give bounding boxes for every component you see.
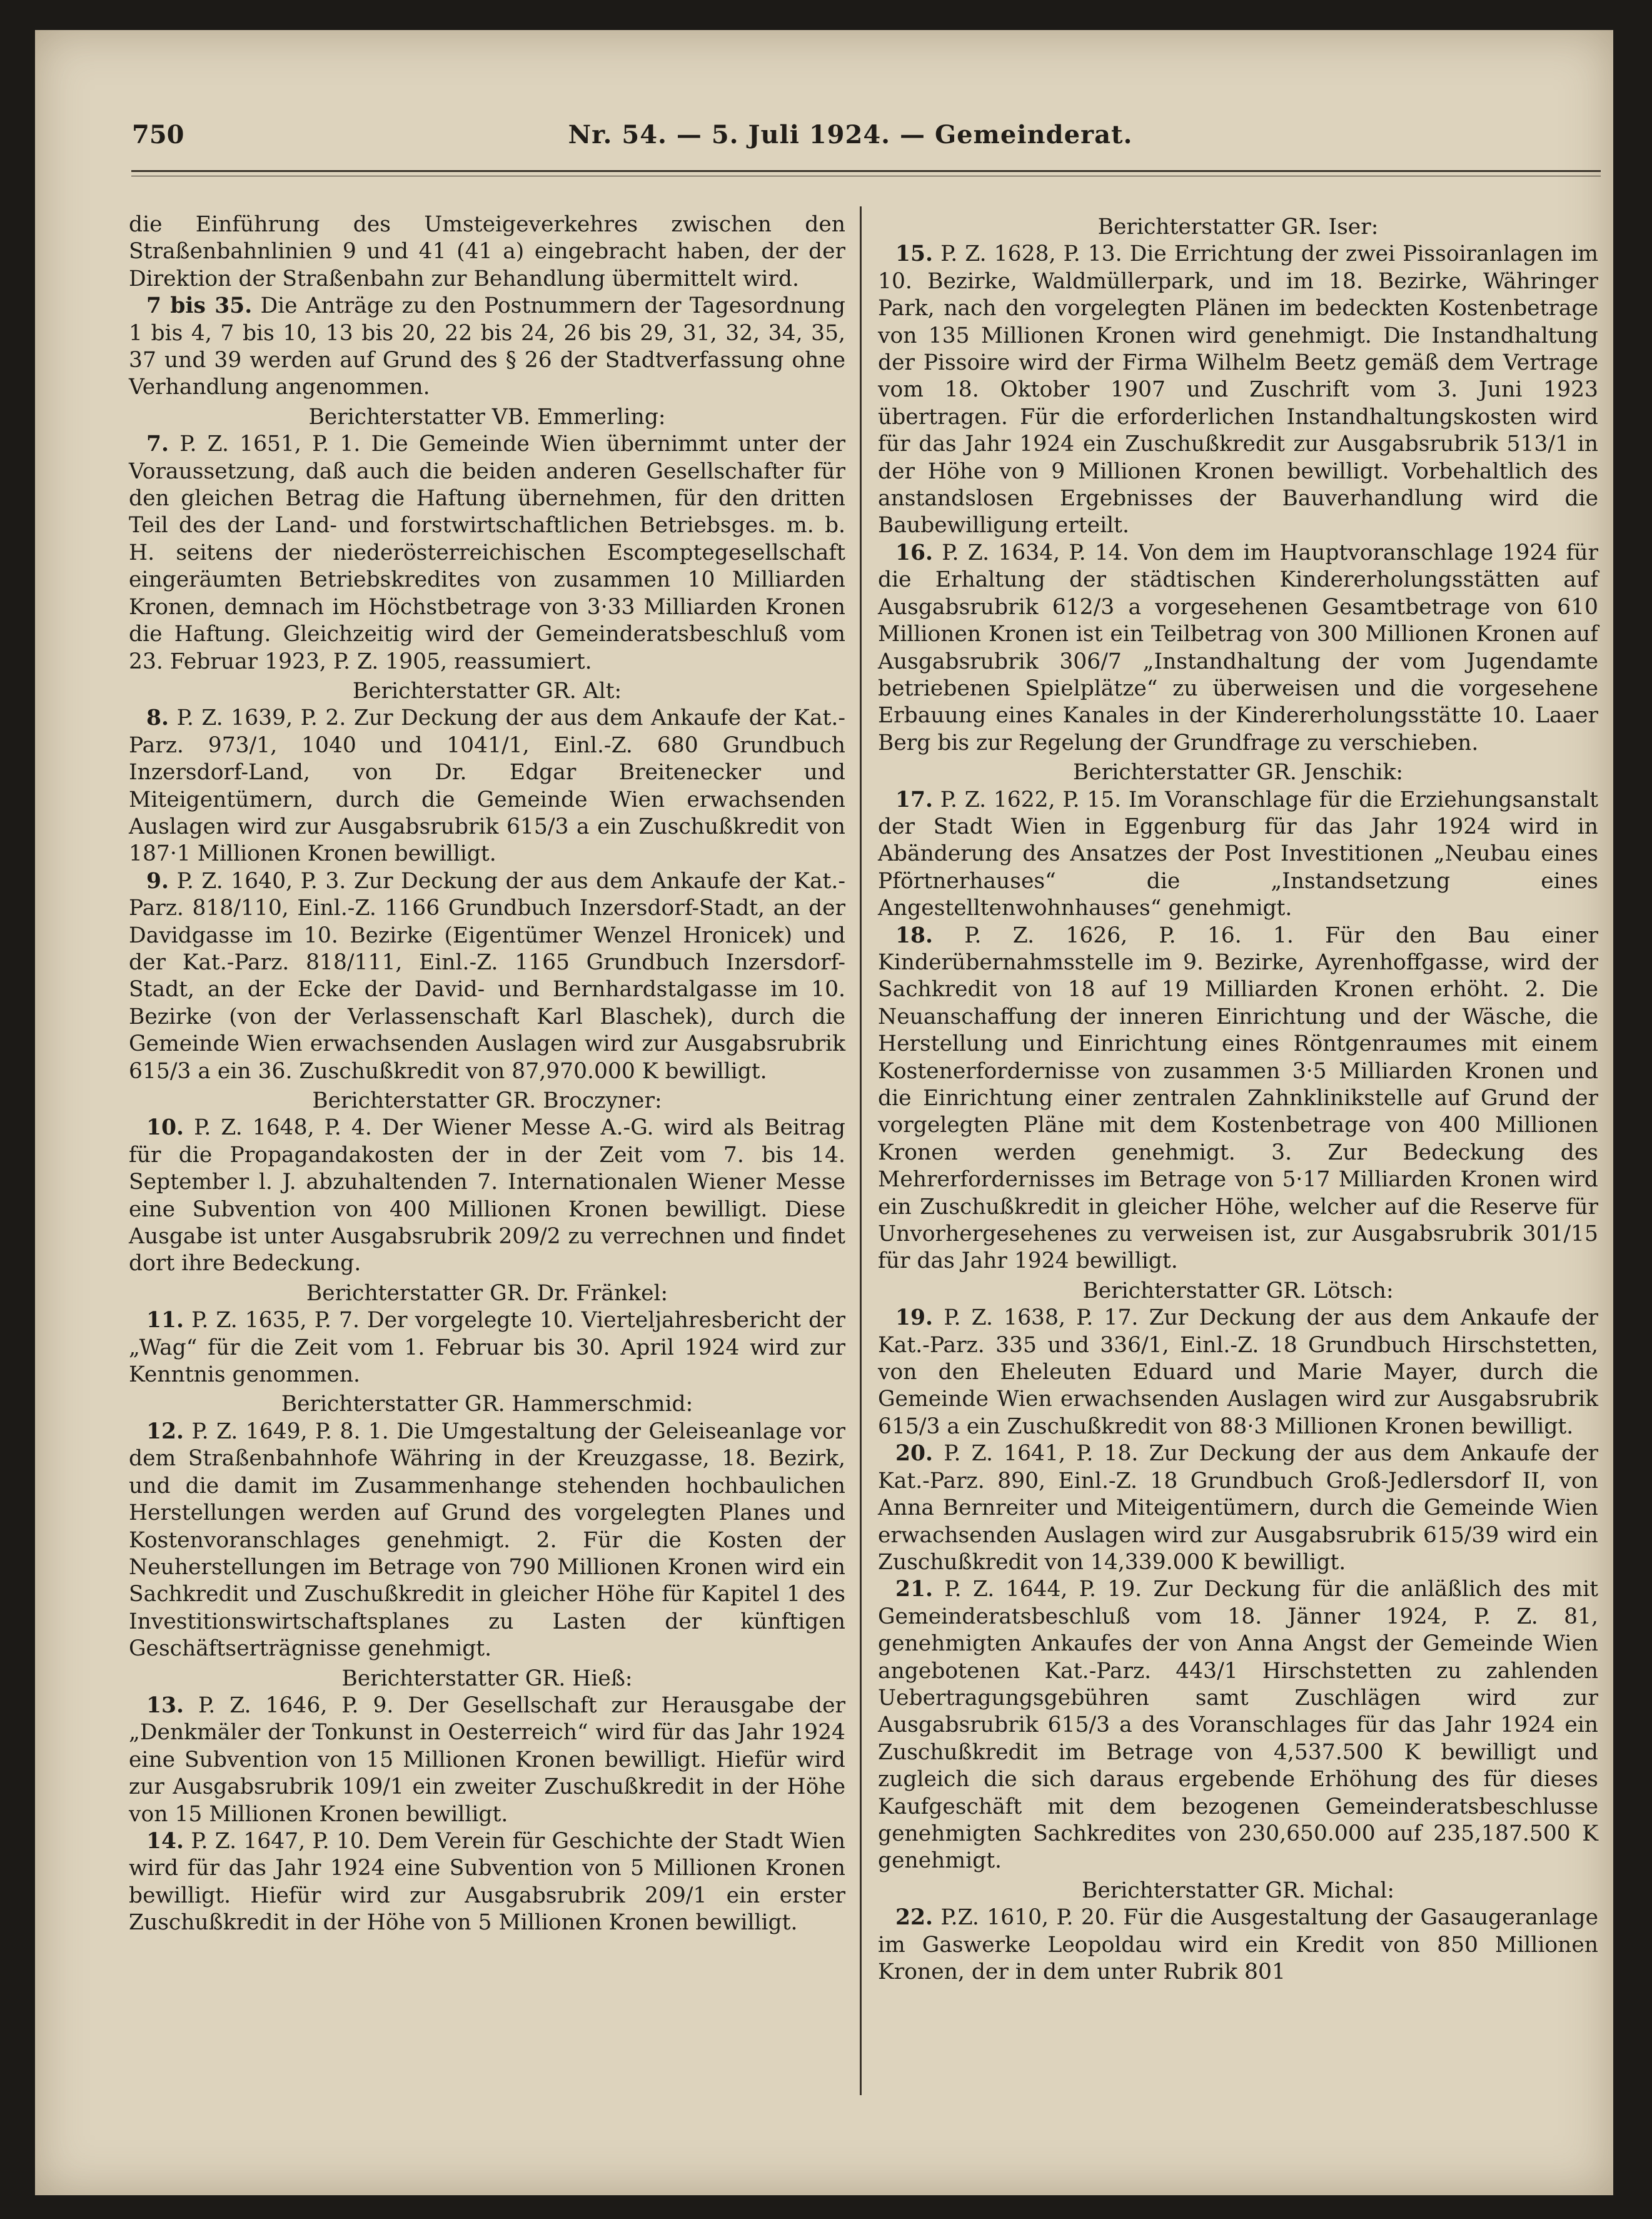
reporter-heading: Berichterstatter GR. Alt: [352,678,622,704]
reporter-heading: Berichterstatter GR. Dr. Fränkel: [306,1280,668,1306]
agenda-item: 16. P. Z. 1634, P. 14. Von dem im Hauptvoranschlage 1924 für die Erhaltung der städtischen Kindererholungsstätten auf Ausgabsrubrik 612/3 a vorgesehenen Gesamtbetrage von 610 Millionen Kronen ist ein Teilbetrag von 300 Millionen Kronen auf Ausgabsrubrik 306/7 „Instandhaltung der vom Jugendamte betriebenen Spielplätze“ zu überweisen und die vorgesehene Erbauung eines Kanales in der Kindererholungsstätte 10. Laaer Berg bis zur Regelung der Grundfrage zu verschieben. [878,540,1598,756]
reporter-heading: Berichterstatter GR. Jenschik: [1072,760,1404,786]
reporter-heading: Berichterstatter GR. Lötsch: [1082,1278,1394,1303]
agenda-item: 22. P.Z. 1610, P. 20. Für die Ausgestaltung der Gasaugeranlage im Gaswerke Leopoldau wird ein Kredit von 850 Millionen Kronen, der in dem unter Rubrik 801 [878,1905,1598,1984]
agenda-item: 21. P. Z. 1644, P. 19. Zur Deckung für die anläßlich des mit Gemeinderatsbeschluß vom 18. Jänner 1924, P. Z. 81, genehmigten Ankaufes der von Anna Angst der Gemeinde Wien angebotenen Kat.-Parz. 443/1 Hirschstetten zu zahlenden Uebertragungsgebühren samt Zuschlägen wird zur Ausgabsrubrik 615/3 a des Voranschlages für das Jahr 1924 ein Zuschußkredit im Betrage von 4,537.500 K bewilligt und zugleich die sich daraus ergebende Erhöhung des für dieses Kaufgeschäft mit dem bezogenen Gemeinderatsbeschlusse genehmigten Sachkredites von 230,650.000 auf 235,187.500 K genehmigt. [878,1577,1598,1874]
right-column [878,211,1598,1986]
reporter-heading: Berichterstatter VB. Emmerling: [308,404,666,430]
reporter-heading: Berichterstatter GR. Michal: [1082,1878,1394,1903]
reporter-heading: Berichterstatter GR. Broczyner: [312,1088,662,1113]
reporter-heading: Berichterstatter GR. Iser: [1097,215,1379,240]
agenda-item: 11. P. Z. 1635, P. 7. Der vorgelegte 10. Vierteljahresbericht der „Wag“ für die Zeit vom 1. Februar bis 30. April 1924 wird zur Kenntnis genommen. [129,1308,845,1388]
agenda-item: 18. P. Z. 1626, P. 16. 1. Für den Bau einer Kinderübernahmsstelle im 9. Bezirke, Ayrenhoffgasse, wird der Sachkredit von 18 auf 19 Milliarden Kronen erhöht. 2. Die Neuanschaffung der inneren Einrichtung und der Wäsche, die Herstellung und Einrichtung eines Röntgenraumes mit einem Kostenerfordernisse von zusammen 3·5 Milliarden Kronen und die Einrichtung einer zentralen Zahnklinikstelle auf Grund der vorgelegten Pläne mit dem Kostenbetrage von 400 Millionen Kronen werden genehmigt. 3. Zur Bedeckung des Mehrerfordernisses im Betrage von 5·17 Milliarden Kronen wird ein Zuschußkredit in gleicher Höhe, welcher auf die Reserve für Unvorhergesehenes zu verweisen ist, zur Ausgabsrubrik 301/15 für das Jahr 1924 bewilligt. [878,922,1598,1274]
left-column [129,211,845,1937]
agenda-item: 7. P. Z. 1651, P. 1. Die Gemeinde Wien übernimmt unter der Voraussetzung, daß auch die beiden anderen Gesellschafter für den gleichen Betrag die Haftung übernehmen, für den dritten Teil des der Land- und forstwirtschaftlichen Betriebsges. m. b. H. seitens der niederösterreichischen Escomptegesellschaft eingeräumten Betriebskredites von zusammen 10 Milliarden Kronen, demnach im Höchstbetrage von 3·33 Milliarden Kronen die Haftung. Gleichzeitig wird der Gemeinderatsbeschluß vom 23. Februar 1923, P. Z. 1905, reassumiert. [129,432,846,674]
reporter-heading: Berichterstatter GR. Hieß: [341,1666,633,1691]
agenda-item: 9. P. Z. 1640, P. 3. Zur Deckung der aus dem Ankaufe der Kat.-Parz. 818/110, Einl.-Z. 1166 Grundbuch Inzersdorf-Stadt, an der Davidgasse im 10. Bezirke (Eigentümer Wenzel Hronicek) und der Kat.-Parz. 818/111, Einl.-Z. 1165 Grundbuch Inzersdorf-Stadt, an der Ecke der David- und Bernhardstalgasse im 10. Bezirke (von der Verlassenschaft Karl Blaschek), durch die Gemeinde Wien erwachsenden Auslagen wird zur Ausgabsrubrik 615/3 a ein 36. Zuschußkredit von 87,970.000 K bewilligt. [129,868,846,1084]
agenda-item: 13. P. Z. 1646, P. 9. Der Gesellschaft zur Herausgabe der „Denkmäler der Tonkunst in Oesterreich“ wird für das Jahr 1924 eine Subvention von 15 Millionen Kronen bewilligt. Hiefür wird zur Ausgabsrubrik 109/1 ein zweiter Zuschußkredit in der Höhe von 15 Millionen Kronen bewilligt. [129,1692,845,1827]
header-title: Nr. 54. — 5. Juli 1924. — Gemeinderat. [568,120,1133,149]
agenda-item: 14. P. Z. 1647, P. 10. Dem Verein für Geschichte der Stadt Wien wird für das Jahr 1924 eine Subvention von 5 Millionen Kronen bewilligt. Hiefür wird zur Ausgabsrubrik 209/1 ein erster Zuschußkredit in der Höhe von 5 Millionen Kronen bewilligt. [129,1828,846,1936]
agenda-item: 17. P. Z. 1622, P. 15. Im Voranschlage für die Erziehungsanstalt der Stadt Wien in Eggenburg für das Jahr 1924 wird in Abänderung des Ansatzes der Post Investitionen „Neubau eines Pförtnerhauses“ die „Instandsetzung eines Angestelltenwohnhauses“ genehmigt. [878,787,1599,921]
column-divider [860,206,862,2095]
agenda-item: 12. P. Z. 1649, P. 8. 1. Die Umgestaltung der Geleiseanlage vor dem Straßenbahnhofe Währing in der Kreuzgasse, 18. Bezirk, und die damit im Zusammenhange stehenden hochbaulichen Herstellungen werden auf Grund des vorgelegten Planes und Kostenvoranschlages genehmigt. 2. Für die Kosten der Neuherstellungen im Betrage von 790 Millionen Kronen wird ein Sachkredit und Zuschußkredit in gleicher Höhe für Kapitel 1 des Investitionswirtschaftsplanes zu Lasten der künftigen Geschäftserträgnisse genehmigt. [129,1418,845,1662]
reporter-heading: Berichterstatter GR. Hammerschmid: [281,1392,693,1417]
agenda-item: 19. P. Z. 1638, P. 17. Zur Deckung der aus dem Ankaufe der Kat.-Parz. 335 und 336/1, Einl.-Z. 18 Grundbuch Hirschstetten, von den Eheleuten Eduard und Marie Mayer, durch die Gemeinde Wien erwachsenden Auslagen wird zur Ausgabsrubrik 615/3 a ein Zuschußkredit von 88·3 Millionen Kronen bewilligt. [878,1305,1598,1439]
header-rule [131,170,1601,176]
agenda-item: 7 bis 35. Die Anträge zu den Postnummern der Tagesordnung 1 bis 4, 7 bis 10, 13 bis 20, 22 bis 24, 26 bis 29, 31, 32, 34, 35, 37 und 39 werden auf Grund des § 26 der Stadtverfassung ohne Verhandlung angenommen. [129,293,845,400]
page-number: 750 [132,120,184,149]
agenda-item: 15. P. Z. 1628, P. 13. Die Errichtung der zwei Pissoiranlagen im 10. Bezirke, Waldmüllerpark, und im 18. Bezirke, Währinger Park, nach den vorgelegten Plänen im bedeckten Kostenbetrage von 135 Millionen Kronen wird genehmigt. Die Instandhaltung der Pissoire wird der Firma Wilhelm Beetz gemäß dem Vertrage vom 18. Oktober 1907 und Zuschrift vom 3. Juni 1923 übertragen. Für die erforderlichen Instandhaltungskosten wird für das Jahr 1924 ein Zuschußkredit zur Ausgabsrubrik 513/1 in der Höhe von 9 Millionen Kronen bewilligt. Vorbehaltlich des anstandslosen Ergebnisses der Bauverhandlung wird die Baubewilligung erteilt. [878,241,1599,538]
agenda-item: 8. P. Z. 1639, P. 2. Zur Deckung der aus dem Ankaufe der Kat.-Parz. 973/1, 1040 und 1041/1, Einl.-Z. 680 Grundbuch Inzersdorf-Land, von Dr. Edgar Breitenecker und Miteigentümern, durch die Gemeinde Wien erwachsenden Auslagen wird zur Ausgabsrubrik 615/3 a ein Zuschußkredit von 187·1 Millionen Kronen bewilligt. [129,705,846,867]
agenda-item: 10. P. Z. 1648, P. 4. Der Wiener Messe A.-G. wird als Beitrag für die Propagandakosten der in der Zeit vom 7. bis 14. September l. J. abzuhaltenden 7. Internationalen Wiener Messe eine Subvention von 400 Millionen Kronen bewilligt. Diese Ausgabe ist unter Ausgabsrubrik 209/2 zu verrechnen und findet dort ihre Bedeckung. [129,1115,845,1276]
page-header [97,120,1604,164]
agenda-item: 20. P. Z. 1641, P. 18. Zur Deckung der aus dem Ankaufe der Kat.-Parz. 890, Einl.-Z. 18 Grundbuch Groß-Jedlersdorf II, von Anna Bernreiter und Miteigentümern, durch die Gemeinde Wien erwachsenden Auslagen wird zur Ausgabsrubrik 615/39 wird ein Zuschußkredit von 14,339.000 K bewilligt. [878,1441,1598,1575]
paragraph: die Einführung des Umsteigeverkehres zwischen den Straßenbahnlinien 9 und 41 (41 a) eingebracht haben, der der Direktion der Straßenbahn zur Behandlung übermittelt wird. [129,212,845,291]
